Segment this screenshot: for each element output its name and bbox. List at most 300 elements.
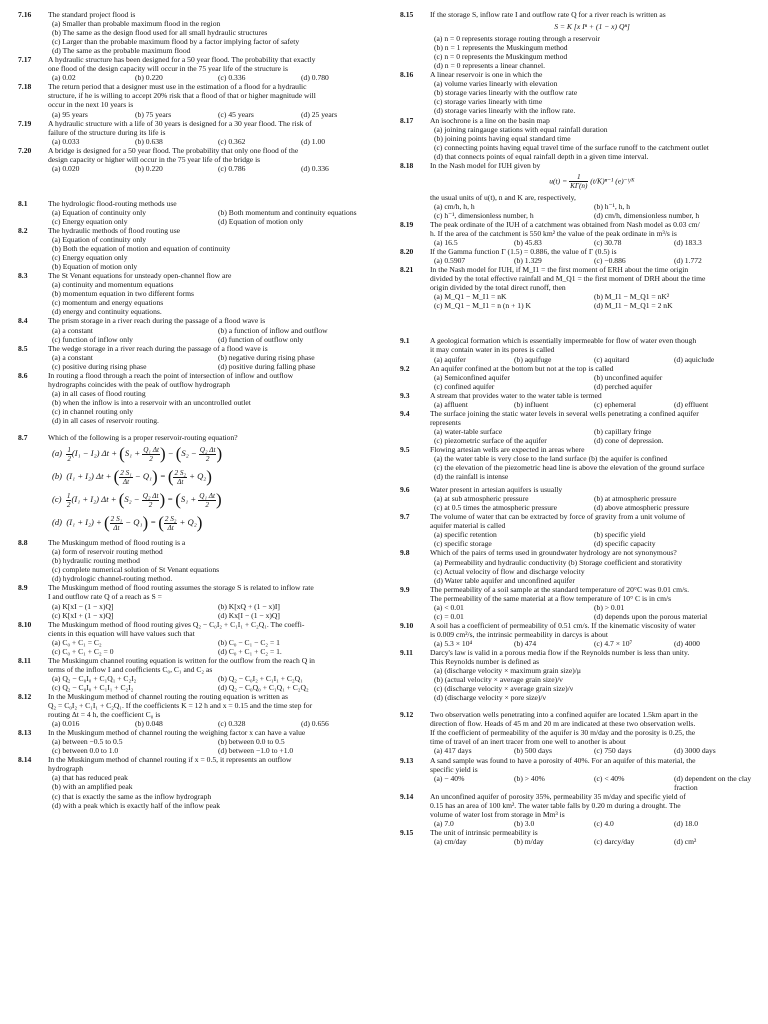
- option: (d) depends upon the porous material: [594, 611, 708, 621]
- option: (d) function of outflow only: [218, 334, 304, 344]
- option: (c) at 0.5 times the atmospheric pressure: [434, 503, 557, 513]
- question-stem-line: time of travel of an inert tracer from one well to another is about: [430, 737, 626, 747]
- option: (d) M_I1 − M_Q1 = 2 nK: [594, 301, 673, 311]
- option-label: (b): [434, 675, 443, 685]
- question-stem-line: If the coefficient of permeability of the aquifer is 30 m/day and the porosity is 0.25, the: [430, 728, 696, 738]
- option-text: continuity and momentum equations: [62, 280, 174, 290]
- option-text: joining points having equal standard time: [444, 133, 571, 143]
- question-stem-line: The Muskingum method of flood routing gives Q₂ − C₀I₂ + C₁I₁ + C₂Q₁. The coeffi-: [48, 619, 305, 629]
- question-8-17: [400, 116, 754, 161]
- options-grid: [48, 737, 384, 755]
- left-column: [18, 10, 384, 810]
- question-stem-line: A sand sample was found to have a porosity of 40%. For an aquifer of this material, the: [430, 755, 696, 765]
- question-stem-line: The Muskingum method of flood routing is a: [48, 538, 186, 548]
- question-stem-line: In routing a flood through a reach the point of intersection of inflow and outflow: [48, 370, 294, 380]
- question-stem-line: The hydrologic flood-routing methods use: [48, 198, 177, 208]
- option-text: in channel routing only: [62, 406, 133, 416]
- option: (d) 0.656: [301, 719, 329, 729]
- option-text: Both the equation of motion and equation of continuity: [62, 244, 231, 254]
- option: [48, 253, 384, 262]
- question-9-14: [400, 792, 754, 828]
- option: (c) 45 years: [218, 109, 254, 119]
- question-number: 7.16: [18, 10, 32, 19]
- option-text: the elevation of the piezometric head line is above the elevation of the ground surface: [444, 463, 705, 473]
- question-stem-line: represents: [430, 417, 461, 427]
- question-number: 9.8: [400, 548, 410, 558]
- option: (d) aquiclude: [674, 354, 715, 364]
- question-stem-line: occur in the next 10 years is: [48, 100, 134, 110]
- option-text: that connects points of equal rainfall depth in a given time interval.: [444, 151, 649, 161]
- question-number: 9.1: [400, 336, 410, 346]
- option-text: volume varies linearly with elevation: [444, 79, 558, 89]
- question-8-18: [400, 161, 754, 220]
- option: (a) affluent: [434, 399, 468, 409]
- option: (a) 7.0: [434, 818, 454, 828]
- option: (c) 4.7 × 10⁷: [594, 638, 633, 648]
- option-b-formula: (b) (I₁ + I₂) Δt + ( $\frac{\text{2 S₁}}{\Delta t}$ − Q₁) = ( $\frac{\text{2 S₂}}{\Delta t}$ + Q₂): [52, 467, 212, 487]
- option: (a) Semiconfined aquifer: [434, 372, 510, 382]
- option: (d) C₀ + C₁ + C₂ = 1.: [218, 646, 282, 656]
- option-label: (b): [434, 88, 443, 98]
- question-stem-line: If the storage S, inflow rate I and outflow rate Q for a river reach is written as: [430, 10, 666, 19]
- option: (c) Energy equation only: [52, 216, 128, 226]
- questions-8-15-to-8-17: [400, 10, 754, 161]
- option: (c) piezometric surface of the aquifer: [434, 435, 547, 445]
- options-row: [48, 73, 384, 82]
- option: [430, 88, 754, 97]
- option: [430, 558, 754, 567]
- question-number: 8.11: [18, 655, 31, 665]
- option: (b) C₀ − C₁ − C₂ = 1: [218, 637, 280, 647]
- option-label: (d): [434, 693, 443, 703]
- option: (c) 30.78: [594, 238, 622, 248]
- option: (a) 0.020: [52, 163, 80, 173]
- option-text: (actual velocity × average grain size)/ν: [444, 675, 563, 685]
- question-7-16: [18, 10, 384, 55]
- option-label: (a): [434, 34, 443, 44]
- option-text: the rainfall is intense: [444, 472, 509, 482]
- option-text: (discharge velocity × pore size)/ν: [444, 693, 546, 703]
- question-8-13: [18, 728, 384, 755]
- question-stem-line: The return period that a designer must use in the estimation of a flood for a hydraulic: [48, 82, 307, 92]
- option: (b) > 40%: [514, 773, 545, 783]
- option-label: (b): [52, 397, 61, 407]
- question-stem-line: h. If the area of the catchment is 550 km² the value of the peak ordinate in m³/s is: [430, 228, 677, 238]
- option-label: (d): [52, 574, 61, 584]
- question-9-5: [400, 445, 754, 481]
- storage-equation: S = K [x Iⁿ + (1 − x) Qⁿ]: [554, 22, 630, 32]
- option: [48, 782, 384, 791]
- option-c-formula: (c) $\frac{1}{2}$ (I₁ + I₂) Δt + (S₂ − $\frac{\text{Q₂ Δt}}{2}$ ) = (S₁ + $\frac{\text{Q₁ Δt}}{2}$ ): [52, 490, 222, 510]
- question-9-15: [400, 828, 754, 846]
- question-stem-line: Flowing artesian wells are expected in areas where: [430, 444, 585, 454]
- question-number: 8.19: [400, 219, 414, 229]
- option: [48, 37, 384, 46]
- option: (d) 1.00: [301, 136, 326, 146]
- option: (a) M_Q1 − M_I1 = nK: [434, 292, 507, 302]
- option: (d) perched aquifer: [594, 381, 653, 391]
- option-label: (d): [52, 415, 61, 425]
- question-stem-line: A geological formation which is essentially impermeable for flow of water even though: [430, 336, 697, 346]
- options-row: [430, 256, 754, 265]
- question-stem-line: Two observation wells penetrating into a confined aquifer are located 1.5km apart in the: [430, 710, 698, 720]
- question-stem-line: I and outflow rate Q of a reach as S =: [48, 592, 162, 602]
- option: (d) 4000: [674, 638, 700, 648]
- option: (b) m/day: [514, 836, 544, 846]
- option: (b) 0.048: [135, 719, 163, 729]
- question-stem-line: A stream that provides water to the water table is termed: [430, 390, 602, 400]
- option-text: Smaller than probable maximum flood in the region: [62, 19, 221, 29]
- option: (d) 183.3: [674, 238, 702, 248]
- option: (a) 5.3 × 10⁴: [434, 638, 473, 648]
- options-grid: [430, 603, 754, 621]
- question-number: 9.5: [400, 444, 410, 454]
- option-text: connecting points having equal travel time of the surface runoff to the catchment outlet: [444, 142, 709, 152]
- questions-8-8-to-8-14: [18, 538, 384, 809]
- question-number: 8.4: [18, 316, 28, 326]
- option: (d) Equation of motion only: [218, 216, 304, 226]
- question-stem-line: The permeability of the same material at a flow temperature of 10° C is in cm/s: [430, 593, 672, 603]
- option: (a) between −0.5 to 0.5: [52, 737, 123, 747]
- option-text: in all cases of flood routing: [62, 388, 146, 398]
- option-label: (a): [52, 388, 61, 398]
- option: (d) between −1.0 to +1.0: [218, 746, 294, 756]
- option: (a) Q₂ − C₀I₀ + C₁Q₁ + C₂I₂: [52, 673, 137, 683]
- option: [48, 46, 384, 55]
- question-8-20: [400, 247, 754, 265]
- option: (c) aquitard: [594, 354, 630, 364]
- question-stem-line: The standard project flood is: [48, 10, 136, 19]
- option-text: Equation of continuity only: [62, 235, 147, 245]
- option-text: momentum equation in two different forms: [62, 289, 195, 299]
- option-text: with an amplified peak: [62, 782, 133, 792]
- option: (c) ephemeral: [594, 399, 636, 409]
- question-stem-line: The wedge storage in a river reach during the passage of a flood wave is: [48, 343, 268, 353]
- option: (c) 0.362: [218, 136, 246, 146]
- option: (b) capillary fringe: [594, 426, 652, 436]
- option: (b) unconfined aquifer: [594, 372, 663, 382]
- option: [48, 298, 384, 307]
- options-grid: [48, 638, 384, 656]
- option-text: n = 1 represents the Muskingum method: [444, 43, 568, 53]
- option: (c) function of inflow only: [52, 334, 133, 344]
- option-label: (c): [52, 406, 61, 416]
- question-stem-line: The St Venant equations for unsteady open-channel flow are: [48, 271, 232, 281]
- question-number: 9.9: [400, 584, 410, 594]
- option: [48, 244, 384, 253]
- option: (d) 18.0: [674, 818, 699, 828]
- options-row: [430, 774, 754, 792]
- question-number: 8.10: [18, 619, 32, 629]
- options-row: [48, 164, 384, 173]
- question-9-11: [400, 648, 754, 702]
- option: (b) 3.0: [514, 818, 535, 828]
- options-grid: [430, 373, 754, 391]
- option: [430, 454, 754, 463]
- option: (a) Equation of continuity only: [52, 207, 147, 217]
- options-grid: [430, 427, 754, 445]
- option-text: (discharge velocity × maximum grain size)/μ: [444, 666, 581, 676]
- question-number: 8.8: [18, 538, 28, 548]
- option: [430, 43, 754, 52]
- option: [430, 463, 754, 472]
- option-text: Equation of motion only: [62, 262, 138, 272]
- option-label: (c): [434, 684, 443, 694]
- option: (c) between 0.0 to 1.0: [52, 746, 119, 756]
- option-label: (c): [52, 791, 61, 801]
- question-8-19: [400, 220, 754, 247]
- option: [430, 567, 754, 576]
- question-number: 9.14: [400, 791, 414, 801]
- option: (c) −0.886: [594, 256, 626, 266]
- options-grid: [430, 494, 754, 512]
- question-stem-line: The hydraulic methods of flood routing use: [48, 225, 181, 235]
- option-label: (c): [434, 97, 443, 107]
- question-8-4: [18, 316, 384, 343]
- option: (d) cm/h, dimensionless number, h: [594, 210, 700, 220]
- option: (a) − 40%: [434, 773, 465, 783]
- option: [430, 576, 754, 585]
- question-stem-line: aquifer material is called: [430, 521, 506, 531]
- option-text: storage varies linearly with time: [444, 97, 543, 107]
- option-label: (a): [52, 19, 61, 29]
- option: [48, 307, 384, 316]
- option-label: (b): [434, 133, 443, 143]
- question-9-10: [400, 621, 754, 648]
- question-stem-line: A linear reservoir is one in which the: [430, 70, 543, 80]
- option: (a) K[xI − (1 − x)Q]: [52, 601, 114, 611]
- option: (a) 0.033: [52, 136, 80, 146]
- question-stem-line: The unit of intrinsic permeability is: [430, 827, 538, 837]
- option-text: Larger than the probable maximum flood by a factor implying factor of safety: [62, 37, 300, 47]
- option: [48, 235, 384, 244]
- option: [430, 97, 754, 106]
- question-8-6: [18, 371, 384, 425]
- question-stem-line: The Muskingum method of flood routing assumes the storage S is related to inflow rate: [48, 583, 314, 593]
- option-text: storage varies linearly with the outflow rate: [444, 88, 578, 98]
- option-label: (c): [434, 52, 443, 62]
- question-8-21: [400, 265, 754, 310]
- question-number: 9.11: [400, 648, 413, 657]
- option: (d) specific capacity: [594, 539, 656, 549]
- question-number: 8.2: [18, 225, 28, 235]
- question-8-8: [18, 538, 384, 583]
- question-7-17: [18, 55, 384, 82]
- options-row: [48, 137, 384, 146]
- option-text: momentum and energy equations: [62, 298, 164, 308]
- option-label: (d): [434, 61, 443, 71]
- question-number: 8.13: [18, 728, 32, 738]
- option: [48, 773, 384, 782]
- option-text: hydrologic channel-routing method.: [62, 574, 173, 584]
- questions-8-19-to-8-21: [400, 220, 754, 310]
- option-label: (b): [52, 244, 61, 254]
- option: (a) a constant: [52, 352, 93, 362]
- question-stem-line: one flood of the design capacity will occur in the 75 year life of the structure is: [48, 64, 288, 74]
- option: (b) M_I1 − M_Q1 = nK²: [594, 292, 670, 302]
- option: [430, 61, 754, 70]
- option: (c) K[xI + (1 − x)Q]: [52, 610, 114, 620]
- option: (b) 500 days: [514, 746, 552, 756]
- option: (b) 0.638: [135, 136, 163, 146]
- option: (d) 0.780: [301, 73, 329, 83]
- option-a-formula: (a) $\frac{1}{2}$ (I₁ − I₂) Δt + (S₁ + $\frac{\text{Q₁ Δt}}{2}$ ) − (S₂ − $\frac{\text{Q₂ Δt}}{2}$ ): [52, 444, 223, 464]
- option: (d) cone of depression.: [594, 435, 664, 445]
- question-9-9: [400, 585, 754, 621]
- options-grid: [430, 202, 754, 220]
- question-number: 8.12: [18, 691, 32, 701]
- option: (b) 474: [514, 638, 537, 648]
- option-label: (a): [434, 454, 443, 464]
- option-text: n = 0 represents storage routing through a reservoir: [444, 34, 601, 44]
- question-number: 8.14: [18, 755, 32, 765]
- option-label: (c): [434, 463, 443, 473]
- option: (b) 75 years: [135, 109, 172, 119]
- question-number: 8.15: [400, 10, 414, 19]
- options-grid: [430, 292, 754, 310]
- option: [48, 262, 384, 271]
- question-number: 9.6: [400, 485, 410, 495]
- option-text: The same as the design flood used for all small hydraulic structures: [62, 28, 268, 38]
- option: (b) 1.329: [514, 256, 542, 266]
- question-stem-line: Which of the pairs of terms used in groundwater hydrology are not synonymous?: [430, 548, 677, 558]
- question-8-16: [400, 70, 754, 115]
- question-stem: Which of the following is a proper reservoir-routing equation?: [48, 433, 238, 443]
- option: (b) at atmospheric pressure: [594, 494, 677, 504]
- question-number: 9.7: [400, 512, 410, 522]
- question-stem: In the Nash model for IUH given by: [430, 160, 541, 170]
- question-number: 7.18: [18, 82, 32, 92]
- option: (d) Q₂ − C₀Q₀ + C₁Q₁ + C₂Q₂: [218, 682, 309, 692]
- option: [48, 792, 384, 801]
- option-label: (a): [434, 124, 443, 134]
- question-7-20: [18, 146, 384, 173]
- option: (a) 0.016: [52, 719, 80, 729]
- options-grid: [48, 674, 384, 692]
- option: [48, 389, 384, 398]
- option: (b) influent: [514, 399, 549, 409]
- question-stem-line: An isochrone is a line on the basin map: [430, 115, 550, 125]
- option-text: the water table is very close to the land surface (b) the aquifer is confined: [444, 454, 668, 464]
- question-number: 9.4: [400, 408, 410, 418]
- question-8-2: [18, 226, 384, 271]
- option-text: energy and continuity equations.: [62, 307, 162, 317]
- question-stem-line: The surface joining the static water levels in several wells penetrating a confined aquifer: [430, 408, 699, 418]
- option: (a) specific retention: [434, 530, 497, 540]
- option: (c) 0.786: [218, 163, 246, 173]
- option: (c) 0.336: [218, 73, 246, 83]
- question-stem-line: structure, if he is willing to accept 20% risk that a flood of that or higher magnitude will: [48, 91, 316, 101]
- option-text: that is exactly the same as the inflow hydrograph: [62, 791, 212, 801]
- question-number: 8.18: [400, 160, 414, 170]
- option: (a) 417 days: [434, 746, 472, 756]
- option: (d) 3000 days: [674, 746, 716, 756]
- question-stem-line: A hydraulic structure with a life of 30 years is designed for a 30 year flood. The risk of: [48, 118, 312, 128]
- question-number: 7.17: [18, 55, 32, 65]
- option-label: (a): [52, 547, 61, 557]
- option: [430, 79, 754, 88]
- question-stem-line: The prism storage in a river reach during the passage of a flood wave is: [48, 316, 266, 326]
- question-9-8: [400, 548, 754, 584]
- right-column: [400, 10, 754, 846]
- question-stem-line: hydrograph: [48, 764, 84, 774]
- question-8-1: [18, 199, 384, 226]
- option: (c) C₀ + C₁ + C₂ = 0: [52, 646, 114, 656]
- option-text: form of reservoir routing method: [62, 547, 163, 557]
- option-text: Permeability and hydraulic conductivity (b) Storage coefficient and storativity: [444, 557, 683, 567]
- question-stem-line: routing Δt = 4 h, the coefficient C₀ is: [48, 710, 161, 720]
- options-row: [430, 400, 754, 409]
- question-stem-line: volume of water lost from storage in Mm³ is: [430, 809, 565, 819]
- option-text: Energy equation only: [62, 253, 128, 263]
- option-text: with a peak which is exactly half of the inflow peak: [62, 800, 221, 810]
- question-8-14: [18, 755, 384, 809]
- option: (d) cm²: [674, 836, 697, 846]
- question-number: 8.1: [18, 198, 28, 208]
- question-stem-line: divided by the total effective rainfall and M_Q1 = the first moment of DRH about the time: [430, 274, 706, 284]
- option-label: (a): [52, 773, 61, 783]
- spacer: [400, 702, 754, 710]
- question-number: 8.3: [18, 271, 28, 281]
- question-stem-line: it may contain water in its pores is called: [430, 345, 555, 355]
- question-stem-line: The peak ordinate of the IUH of a catchment was obtained from Nash model as 0.03 cm/: [430, 219, 700, 229]
- option-label: (d): [52, 307, 61, 317]
- options-row: [430, 355, 754, 364]
- option-text: Water table aquifer and unconfined aquifer: [444, 575, 575, 585]
- option-label: (b): [52, 289, 61, 299]
- option-label: (a): [52, 235, 61, 245]
- option: [430, 106, 754, 115]
- options-row: [430, 639, 754, 648]
- option: (a) cm/day: [434, 836, 467, 846]
- question-stem-line: In the Muskingum method of channel routing the weighing factor x can have a value: [48, 728, 306, 738]
- option-label: (b): [52, 782, 61, 792]
- question-stem-line: The Muskingum channel routing equation is written for the outflow from the reach Q in: [48, 655, 315, 665]
- option: (d) 25 years: [301, 109, 338, 119]
- question-9-13: [400, 756, 754, 792]
- option: (c) darcy/day: [594, 836, 635, 846]
- option: (c) M_Q1 − M_I1 = n (n + 1) K: [434, 301, 531, 311]
- option-label: (c): [52, 298, 61, 308]
- question-9-2: [400, 364, 754, 391]
- option-label: (d): [434, 472, 443, 482]
- option: (d) dependent on the clay fraction: [674, 773, 752, 792]
- question-number: 7.19: [18, 118, 32, 128]
- options-grid: [48, 353, 384, 371]
- option: (c) 0.328: [218, 719, 246, 729]
- option-d-formula: (d) (I₁ + I₂) + ( $\frac{\text{2 S₁}}{\Delta t}$ − Q₁) = ( $\frac{\text{2 S₂}}{\Delta t}$ + Q₂): [52, 513, 203, 533]
- option: [430, 52, 754, 61]
- option: [48, 574, 384, 583]
- question-stem-line: The volume of water that can be extracted by force of gravity from a unit volume of: [430, 512, 686, 522]
- question-number: 9.3: [400, 390, 410, 400]
- question-stem-line: A soil has a coefficient of permeability of 0.51 cm/s. If the kinematic viscosity of water: [430, 620, 696, 630]
- option: [430, 472, 754, 481]
- question-number: 8.7: [18, 433, 28, 443]
- question-number: 8.9: [18, 583, 28, 593]
- option: (a) cm/h, h, h: [434, 201, 475, 211]
- options-row: [430, 746, 754, 755]
- question-continuation: the usual units of u(t), n and K are, respectively,: [430, 192, 576, 202]
- question-number: 9.13: [400, 755, 414, 765]
- question-number: 8.20: [400, 247, 414, 257]
- question-stem-line: If the Gamma function Γ (1.5) = 0.886, the value of Γ (0.5) is: [430, 247, 617, 257]
- option: (b) specific yield: [594, 530, 646, 540]
- options-grid: [48, 602, 384, 620]
- question-8-5: [18, 344, 384, 371]
- question-stem-line: An unconfined aquifer of porosity 35%, permeability 35 m/day and specific yield of: [430, 791, 686, 801]
- question-stem-line: Darcy's law is valid in a porous media flow if the Reynolds number is less than unity.: [430, 648, 690, 657]
